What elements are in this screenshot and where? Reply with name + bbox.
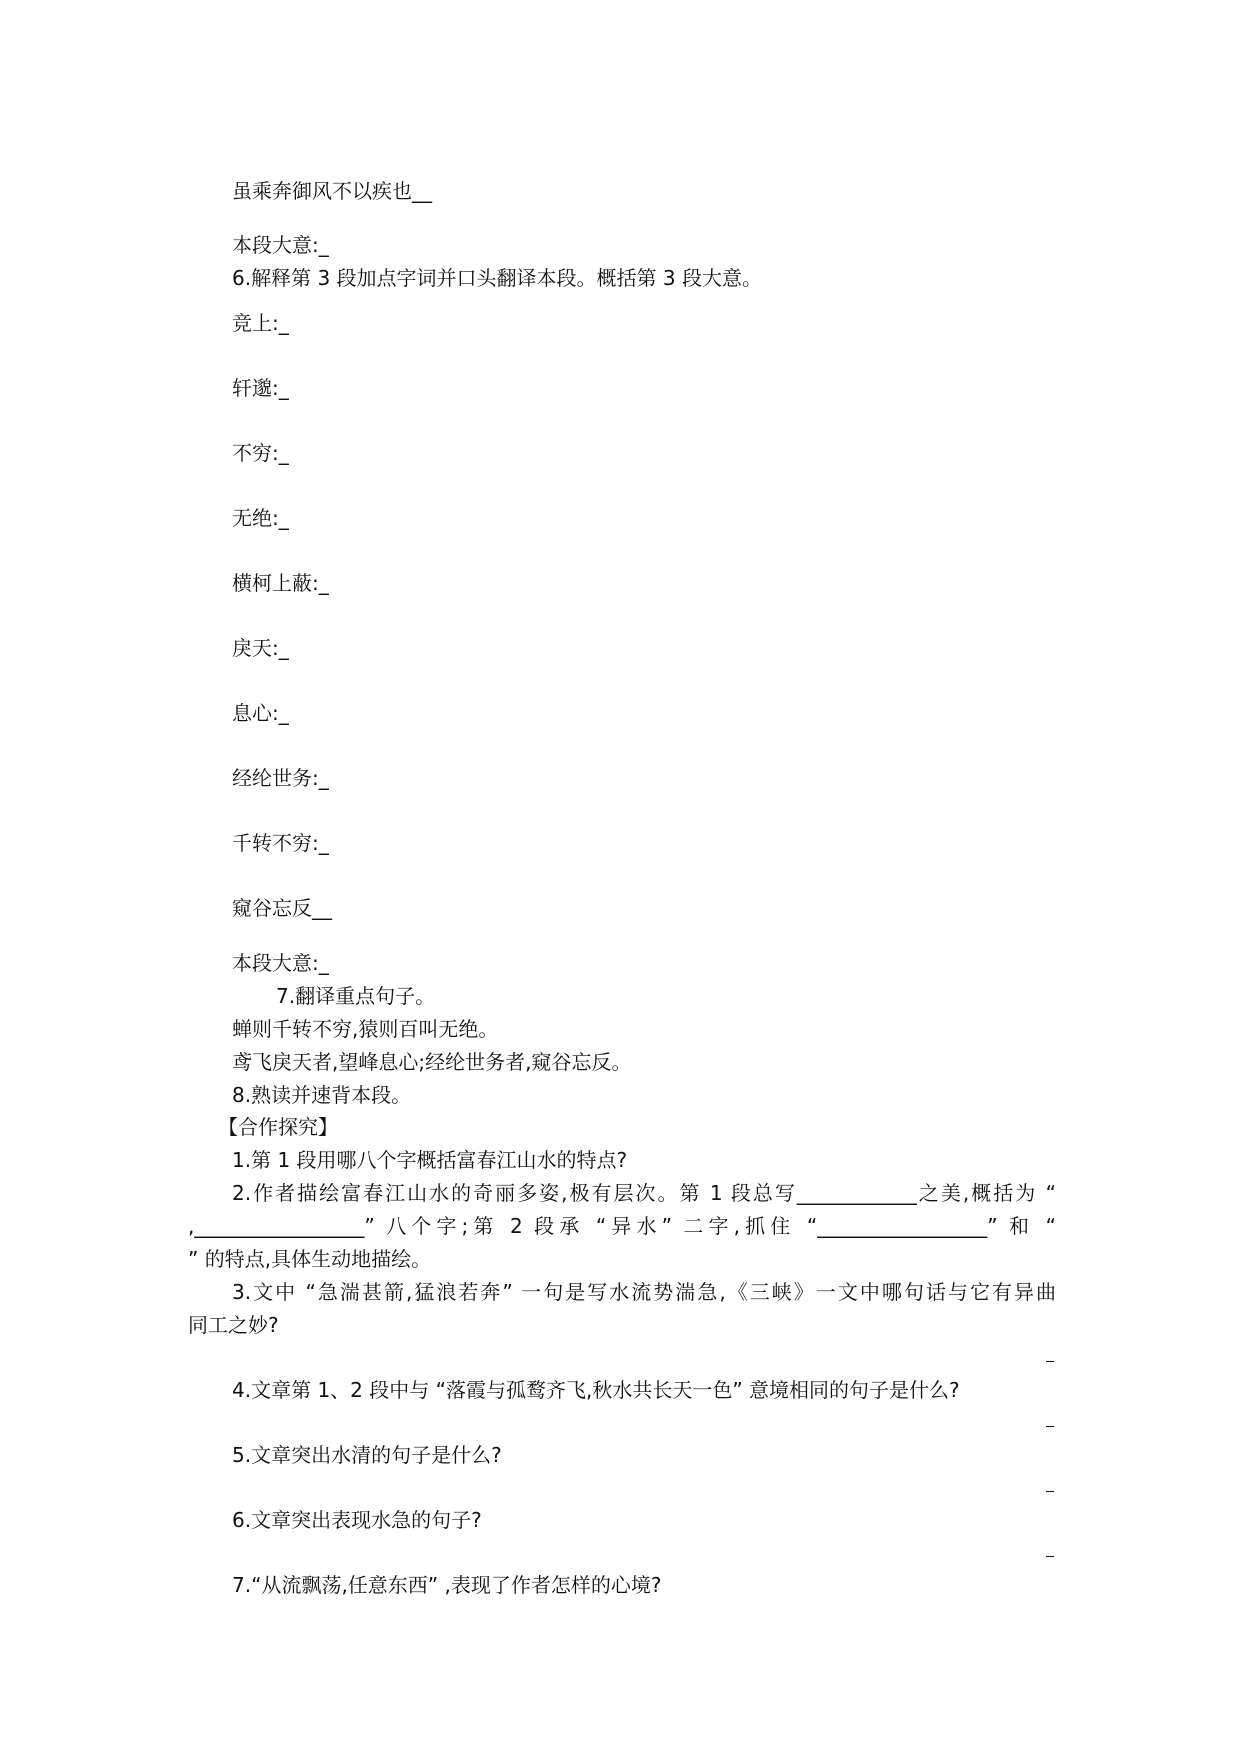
- word-item: 千转不穷:_: [232, 831, 329, 855]
- word-item: 息心:_: [232, 701, 289, 725]
- word-item: 窥谷忘反__: [232, 896, 332, 920]
- question-8: 8.熟读并速背本段。: [232, 1083, 412, 1107]
- explore-question-7: 7.“从流飘荡,任意东西” ,表现了作者怎样的心境?: [232, 1573, 662, 1597]
- answer-marker: [1046, 1491, 1054, 1492]
- answer-marker: [1046, 1426, 1054, 1427]
- word-item: 经纶世务:_: [232, 766, 329, 790]
- word-item: 不穷:_: [232, 441, 289, 465]
- answer-marker: [1046, 1556, 1054, 1557]
- explore-question-1: 1.第 1 段用哪八个字概括富春江山水的特点?: [232, 1148, 628, 1172]
- explore-question-5: 5.文章突出水清的句子是什么?: [232, 1443, 502, 1467]
- summary-line: 本段大意:_: [232, 951, 329, 975]
- explore-question-2-line-1: 2.作者描绘富春江山水的奇丽多姿,极有层次。第 1 段总写____________之美,概括为 “: [232, 1181, 1056, 1205]
- question-6: 6.解释第 3 段加点字词并口头翻译本段。概括第 3 段大意。: [232, 266, 762, 290]
- text-line: 虽乘奔御风不以疾也__: [232, 179, 432, 203]
- summary-line: 本段大意:_: [232, 233, 329, 257]
- explore-question-3-line-1: 3.文中 “急湍甚箭,猛浪若奔” 一句是写水流势湍急,《三峡》一文中哪句话与它有异曲: [232, 1280, 1056, 1304]
- word-item: 横柯上蔽:_: [232, 571, 329, 595]
- section-heading: 【合作探究】: [218, 1115, 338, 1139]
- word-item: 竞上:_: [232, 311, 289, 335]
- explore-question-2-line-3: ” 的特点,具体生动地描绘。: [188, 1247, 432, 1271]
- explore-question-3-line-2: 同工之妙?: [188, 1313, 279, 1337]
- word-item: 戾天:_: [232, 636, 289, 660]
- word-item: 无绝:_: [232, 506, 289, 530]
- answer-marker: [1046, 1361, 1054, 1362]
- sentence-1: 蝉则千转不穷,猿则百叫无绝。: [232, 1017, 499, 1041]
- explore-question-2-line-2: ,_________________” 八个字;第 2 段承 “异水” 二字,抓住 “_________________” 和 “: [188, 1214, 1056, 1238]
- explore-question-6: 6.文章突出表现水急的句子?: [232, 1508, 482, 1532]
- question-7: 7.翻译重点句子。: [276, 984, 436, 1008]
- word-item: 轩邈:_: [232, 376, 289, 400]
- sentence-2: 鸢飞戾天者,望峰息心;经纶世务者,窥谷忘反。: [232, 1050, 632, 1074]
- explore-question-4: 4.文章第 1、2 段中与 “落霞与孤鹜齐飞,秋水共长天一色” 意境相同的句子是什么?: [232, 1378, 960, 1402]
